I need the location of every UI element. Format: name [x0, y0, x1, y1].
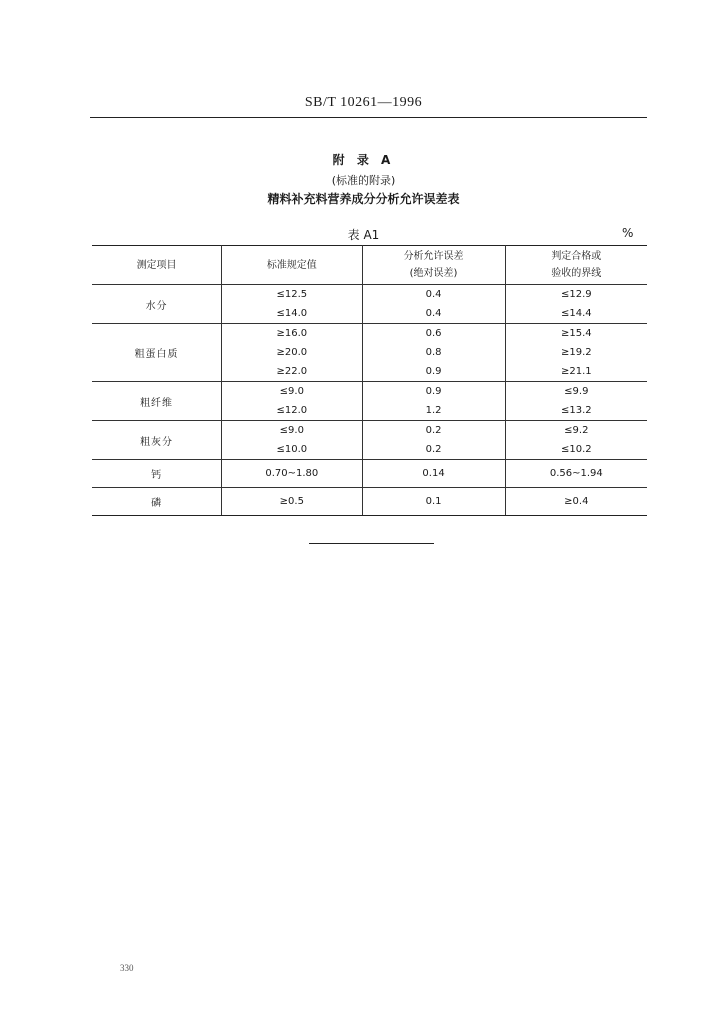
standard-value: ≥22.0	[222, 362, 362, 382]
tolerance-value: 0.6	[362, 324, 505, 344]
tolerance-value: 0.4	[362, 304, 505, 324]
page-number: 330	[120, 963, 134, 973]
standard-value: ≥20.0	[222, 343, 362, 362]
standard-code: SB/T 10261—1996	[304, 95, 423, 110]
appendix-title: 附 录 A	[332, 153, 395, 167]
end-rule	[309, 543, 434, 544]
standard-value: ≤10.0	[222, 440, 362, 460]
item-crude-ash: 粗灰分	[92, 421, 222, 460]
item-crude-protein: 粗蛋白质	[92, 324, 222, 382]
item-phosphorus: 磷	[92, 488, 222, 516]
header-tolerance: 分析允许误差 (绝对误差)	[362, 246, 505, 285]
table-header-row	[92, 246, 647, 285]
tolerance-value: 0.9	[362, 362, 505, 382]
limit-value: ≥19.2	[505, 343, 647, 362]
standard-value: ≤12.0	[222, 401, 362, 421]
table-row	[92, 324, 647, 344]
item-crude-fiber: 粗纤维	[92, 382, 222, 421]
limit-value: ≤13.2	[505, 401, 647, 421]
limit-value: ≤12.9	[505, 285, 647, 305]
tolerance-table	[92, 245, 647, 516]
standard-value: ≥0.5	[222, 488, 362, 516]
standard-value: ≤9.0	[222, 421, 362, 441]
table-row	[92, 285, 647, 305]
appendix-subtitle: 精料补充料营养成分分析允许误差表	[267, 192, 460, 206]
limit-value: ≤14.4	[505, 304, 647, 324]
limit-value: ≤9.9	[505, 382, 647, 402]
limit-value: ≥15.4	[505, 324, 647, 344]
limit-value: ≤9.2	[505, 421, 647, 441]
header-standard: 标准规定值	[222, 246, 362, 285]
limit-value: ≥21.1	[505, 362, 647, 382]
standard-value: ≤14.0	[222, 304, 362, 324]
tolerance-value: 0.2	[362, 421, 505, 441]
tolerance-value: 0.9	[362, 382, 505, 402]
standard-value: 0.70~1.80	[222, 460, 362, 488]
standard-value: ≤12.5	[222, 285, 362, 305]
appendix-note: (标准的附录)	[331, 174, 396, 187]
tolerance-value: 0.4	[362, 285, 505, 305]
table-row	[92, 421, 647, 441]
standard-value: ≥16.0	[222, 324, 362, 344]
item-calcium: 钙	[92, 460, 222, 488]
table-row	[92, 488, 647, 516]
table-unit: %	[622, 226, 634, 240]
table-caption: 表 A1	[347, 228, 380, 242]
item-moisture: 水分	[92, 285, 222, 324]
limit-value: ≤10.2	[505, 440, 647, 460]
limit-value: ≥0.4	[505, 488, 647, 516]
header-rule	[90, 117, 647, 118]
standard-value: ≤9.0	[222, 382, 362, 402]
tolerance-value: 0.2	[362, 440, 505, 460]
limit-value: 0.56~1.94	[505, 460, 647, 488]
header-item: 测定项目	[92, 246, 222, 285]
table-row	[92, 460, 647, 488]
tolerance-value: 0.1	[362, 488, 505, 516]
table-row	[92, 382, 647, 402]
header-limit: 判定合格或 验收的界线	[505, 246, 647, 285]
tolerance-value: 0.8	[362, 343, 505, 362]
tolerance-value: 1.2	[362, 401, 505, 421]
tolerance-value: 0.14	[362, 460, 505, 488]
